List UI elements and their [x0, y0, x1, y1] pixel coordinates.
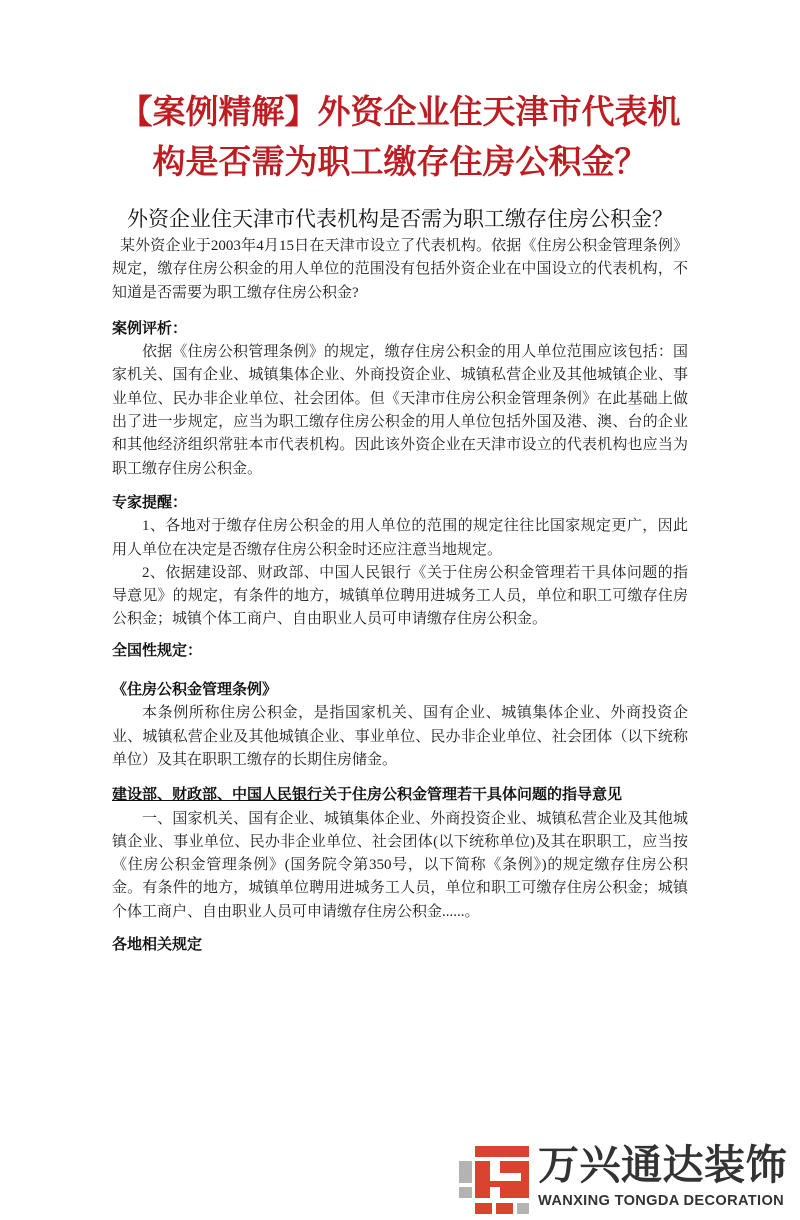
guidance-title: [112, 784, 688, 807]
logo-name-english: WANXING TONGDA DECORATION: [538, 1193, 785, 1209]
logo-name-chinese: 万兴通达装饰: [538, 1142, 787, 1188]
national-rules-heading: 全国性规定：: [112, 642, 203, 659]
logo-text-block: [538, 1140, 787, 1210]
page-title: [112, 88, 688, 188]
company-logo: [457, 1140, 787, 1214]
expert-item-2: 2、依据建设部、财政部、中国人民银行《关于住房公积金管理若干具体问题的指导意见》的规定，有条件的地方，城镇单位聘用进城务工人员，单位和职工可缴存住房公积金；城镇个体工商户、自由职业人员可申请缴存住房公积金。: [112, 564, 688, 628]
local-rules-heading: 各地相关规定: [112, 937, 203, 954]
page-subtitle: 外资企业住天津市代表机构是否需为职工缴存住房公积金？: [127, 208, 673, 231]
intro-paragraph: 某外资企业于2003年4月15日在天津市设立了代表机构。依据《住房公积金管理条例》规定，缴存住房公积金的用人单位的范围没有包括外资企业在中国设立的代表机构，不知道是否需要为职工缴存住房公积金?: [112, 238, 688, 301]
page-title-line1: 【案例精解】外资企业住天津市代表机: [119, 95, 681, 131]
expert-heading: 专家提醒：: [112, 494, 188, 511]
guidance-title-rest: 关于住房公积金管理若干具体问题的指导意见: [322, 787, 623, 804]
regulation-paragraph: 本条例所称住房公积金，是指国家机关、国有企业、城镇集体企业、外商投资企业、城镇私营企业及其他城镇企业、事业单位、民办非企业单位、社会团体（以下统称单位）及其在职职工缴存的长期住房储金。: [112, 705, 688, 768]
page-title-line2: 构是否需为职工缴存住房公积金？: [152, 145, 648, 181]
analysis-heading: 案例评析：: [112, 320, 188, 337]
analysis-paragraph: 依据《住房公积管理条例》的规定，缴存住房公积金的用人单位范围应该包括：国家机关、国有企业、城镇集体企业、外商投资企业、城镇私营企业及其他城镇企业、事业单位、民办非企业单位、社会团体。但《天津市住房公积金管理条例》在此基础上做出了进一步规定，应当为职工缴存住房公积金的用人单位包括外国及港、澳、台的企业和其他经济组织常驻本市代表机构。因此该外资企业在天津市设立的代表机构也应当为职工缴存住房公积金。: [112, 344, 688, 477]
expert-item-1: 1、各地对于缴存住房公积金的用人单位的范围的规定往往比国家规定更广，因此用人单位在决定是否缴存住房公积金时还应注意当地规定。: [112, 518, 688, 558]
wanxing-logo-mark-icon: [457, 1140, 530, 1214]
guidance-paragraph: 一、国家机关、国有企业、城镇集体企业、外商投资企业、城镇私营企业及其他城镇企业、事业单位、民办非企业单位、社会团体(以下统称单位)及其在职职工，应当按《住房公积金管理条例》(国务院令第350号，以下简称《条例》)的规定缴存住房公积金。有条件的地方，城镇单位聘用进城务工人员，单位和职工可缴存住房公积金；城镇个体工商户、自由职业人员可申请缴存住房公积金......。: [112, 810, 688, 920]
guidance-title-agencies: 建设部、财政部、中国人民银行: [112, 787, 323, 804]
regulation-title: 《住房公积金管理条例》: [112, 682, 278, 699]
document-page: [0, 88, 800, 957]
